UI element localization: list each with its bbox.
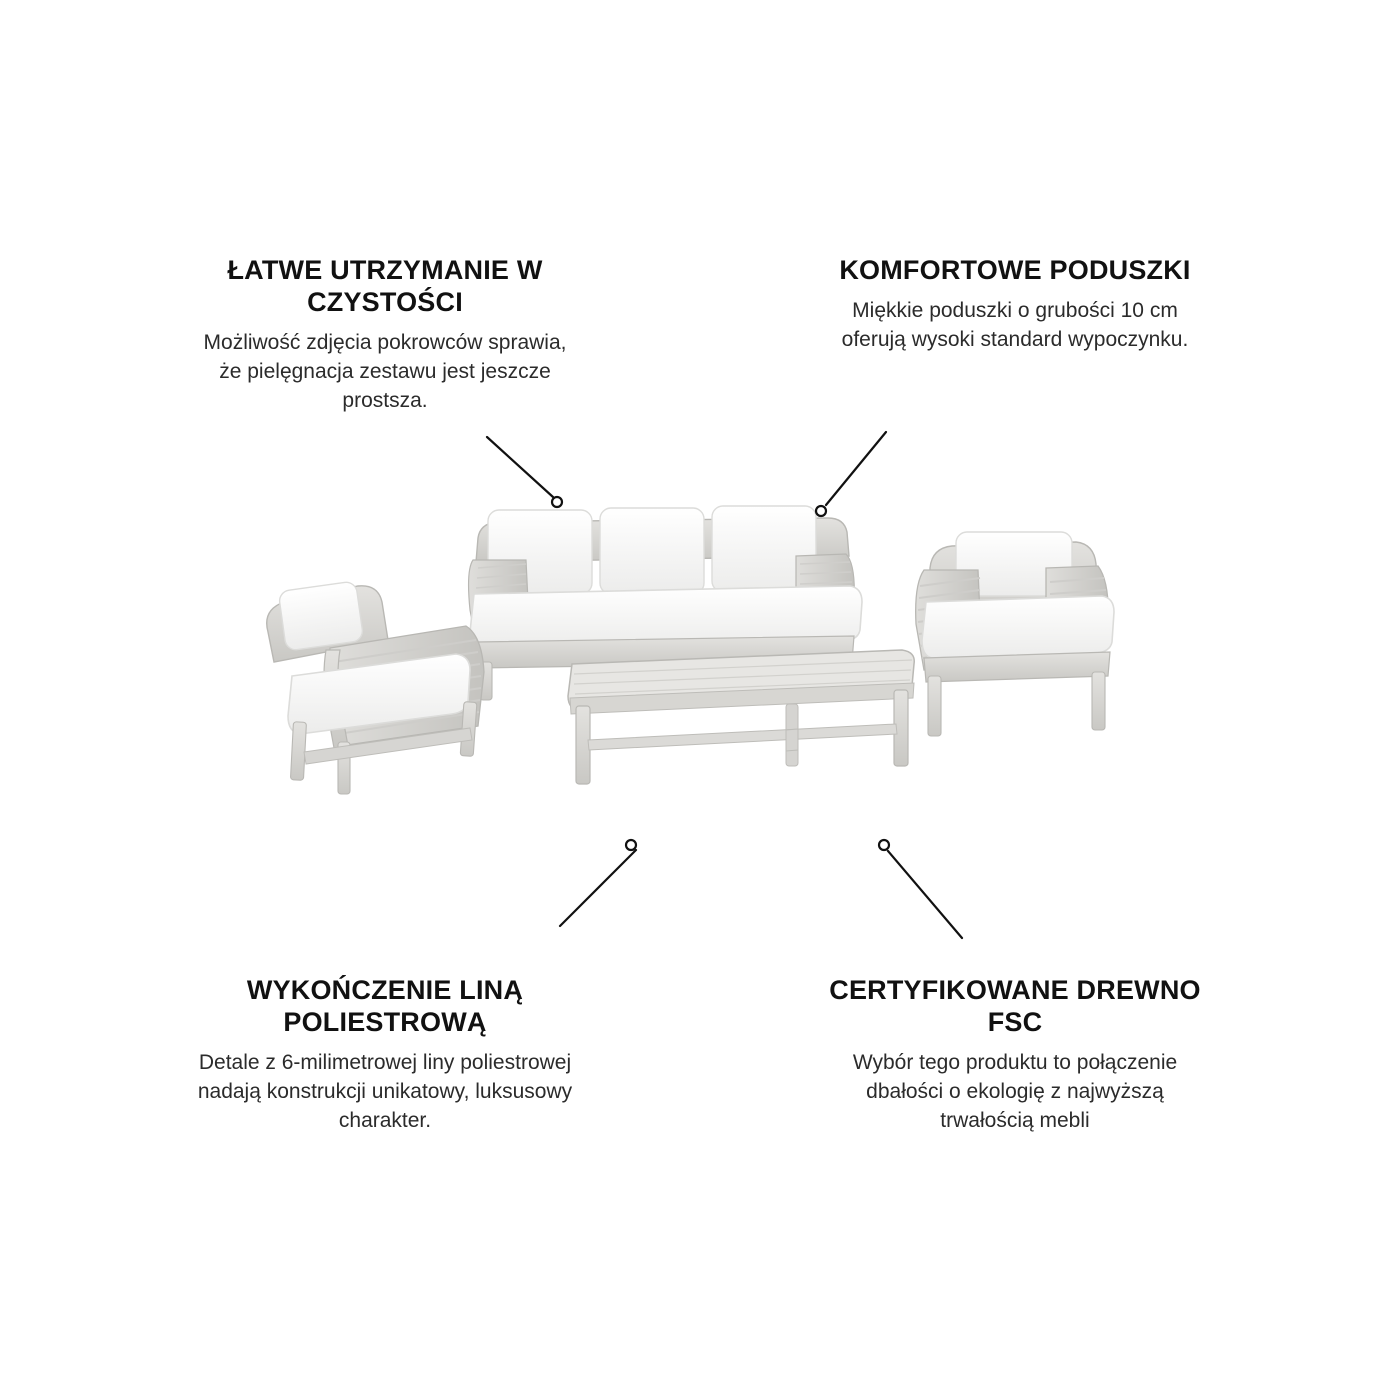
furniture-set-illustration [230,490,1180,870]
callout-title: CERTYFIKOWANE DREWNO FSC [829,975,1201,1037]
callout-title: WYKOŃCZENIE LINĄ POLIESTROWĄ [246,975,524,1037]
callout-title: ŁATWE UTRZYMANIE W CZYSTOŚCI [227,255,543,317]
callout-body: Miękkie poduszki o grubości 10 cm oferują wysoki standard wypoczynku. [841,298,1189,351]
callout-polyester-rope-finish [195,975,575,1136]
coffee-table [568,650,914,784]
armchair-right [916,532,1114,736]
callout-body: Wybór tego produktu to połączenie dbałości o ekologię z najwyższą trwałością mebli [852,1050,1178,1132]
callout-body: Detale z 6-milimetrowej liny poliestrowej nadają konstrukcji unikatowy, luksusowy charakter. [197,1050,573,1132]
callout-easy-maintenance [195,255,575,416]
callout-body: Możliwość zdjęcia pokrowców sprawia, że pielęgnacja zestawu jest jeszcze prostsza. [203,330,567,412]
product-image [230,490,1180,870]
armchair-left [267,581,484,794]
callout-comfort-cushions [825,255,1205,355]
callout-title: KOMFORTOWE PODUSZKI [839,255,1191,285]
callout-fsc-certified-wood [825,975,1205,1136]
